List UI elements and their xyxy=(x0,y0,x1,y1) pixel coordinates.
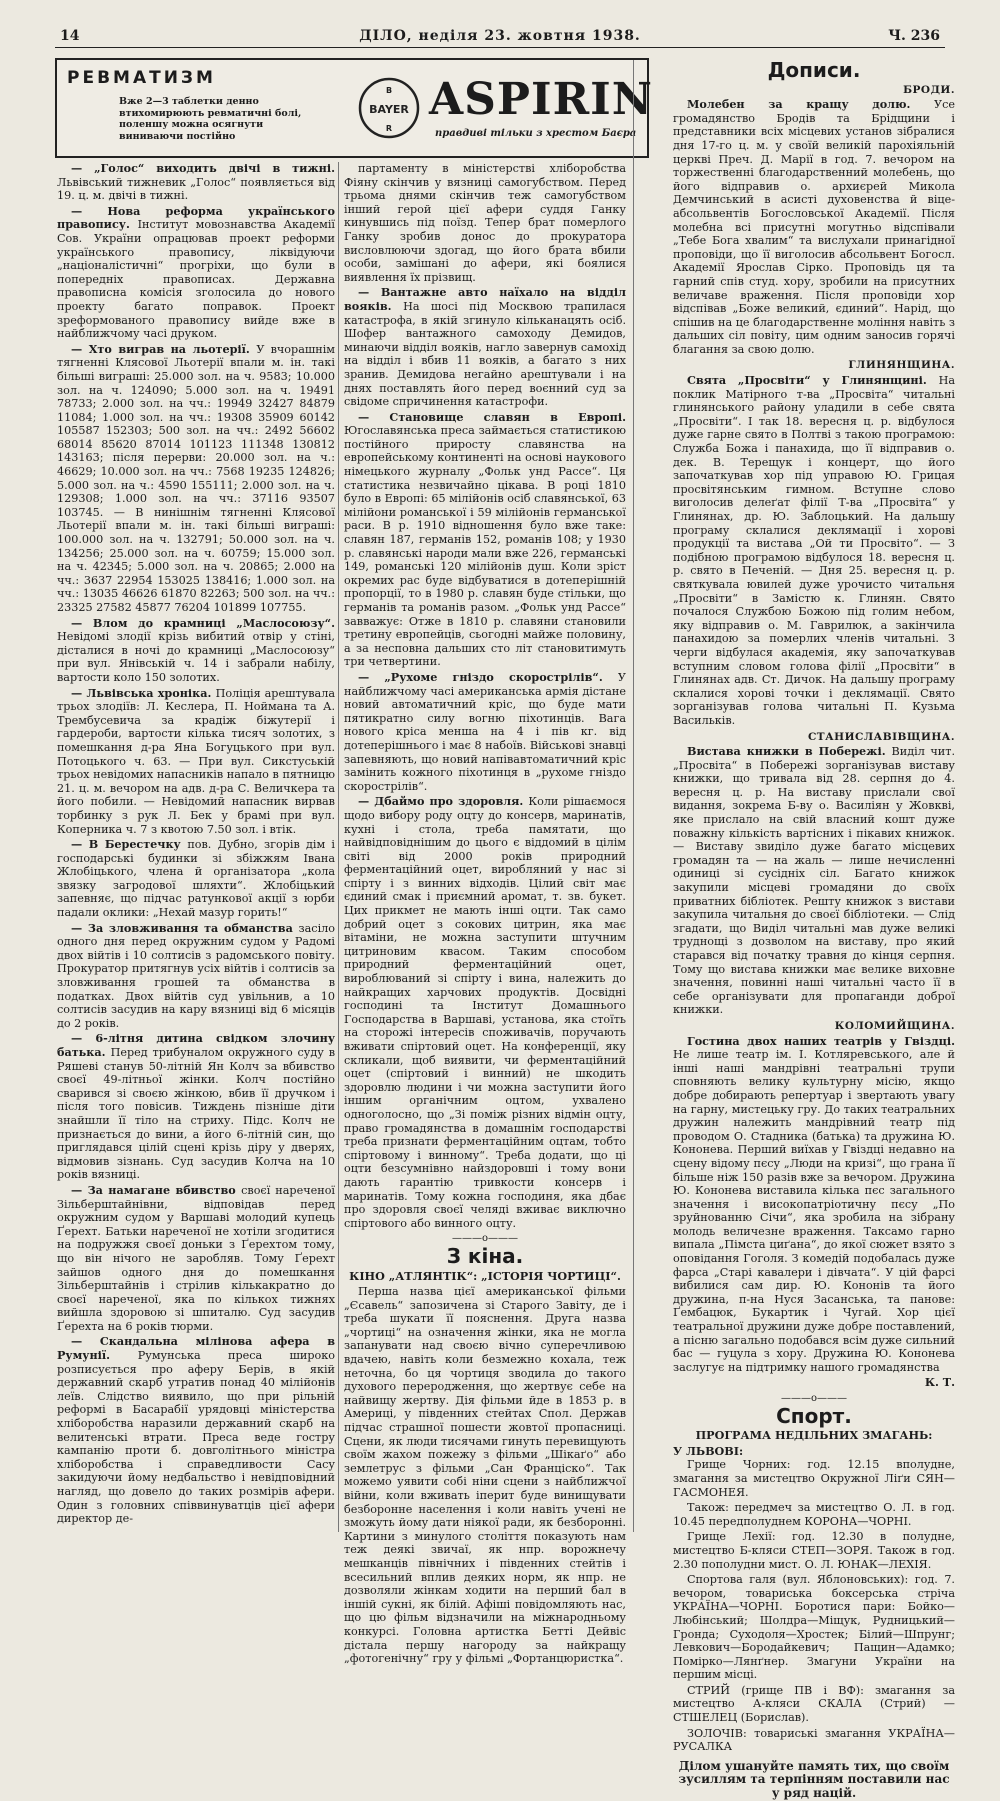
news-headline: — „Голос“ виходить двічі в тижні. xyxy=(71,161,335,175)
news-item xyxy=(57,922,335,1031)
news-headline: — Вантажне авто наїхало на відділ вояків. xyxy=(344,285,626,313)
news-text: У найближчому часі американська армія дістане новий автоматичний кріс, що буде мати пятикратно силу вогню піхотинців. Вага нового кріса менша на 4 і пів кг. від дотеперішнього і має 8 набоїв. Військові знавці запевняють, що новий напівавтоматичний кріс замінить кожного піхотинця в „рухоме гніздо скорострілів“. xyxy=(344,670,626,793)
svg-text:B: B xyxy=(385,86,393,95)
sport-program-title: ПРОГРАМА НЕДІЛЬНИХ ЗМАГАНЬ: xyxy=(695,1428,933,1443)
ad-brand: ASPIRIN xyxy=(429,74,653,125)
news-item xyxy=(57,1335,335,1525)
correspondence-text: На поклик Матірного т-ва „Просвіта“ читальні глинянського району уладили в себе свята „Просвіти“. І так 18. вересня ц. р. відбулося дуже гарне свято в Полтві з такою програмою: Служба Божа і панахида, що її відправив о. дек. В. Терещук і концерт, що його започаткував хор під управою Ю. Грицая просвітянським гимном. Вступне слово виголосив делеґат філії Т-ва „Просвіта“ у Глинянах, др. Ю. Заблоцький. На дальшу програму склалися деклямації і хорові продукції та вистава „Ой ти Просвіто“. — З подібною програмою відбулося 18. вересня ц. р. свято в Печеній. — Дня 25. вересня ц. р. святкувала ювилей дуже урочисто читальня „Просвіти“ в Замістю к. Глинян. Свято почалося Службою Божою під голим небом, яку відправив о. М. Гаврилюк, а закінчила панахидою за померлих членів читальні. З черги відбулася академія, яку започаткував вступним словом голова філії „Просвіти“ в Глинянах адв. Ст. Дичок. На дальшу програму склалися хорові точки і деклямації. Свято зорганізував голова читальні П. Кузьма Васильків. xyxy=(673,374,955,727)
correspondence-headline: Гостина двох наших театрів у Гвіздці. xyxy=(687,1033,955,1048)
news-item xyxy=(57,162,335,203)
sport-lines xyxy=(673,1458,955,1753)
news-headline: — За зловживання та обманства xyxy=(71,920,299,935)
news-item xyxy=(344,286,626,408)
kino-review: Перша назва цієї американської фільми „Єсавель“ запозичена зі Старого Завіту, де і треба шукати її пояснення. Друга назва „чортиці“ на означення жінки, яка не могла запанувати над своєю вічно суперечливою вдачею, навіть коли безмежно кохала, теж неточна, бо ця чортиця зводила до такого духового переродження, що жертвує себе на найвищу жертву. Дія фільми йде в 1853 р. в Америці, у південних стейтах Спол. Держав підчас страшної пошести жовтої пропасниці. Сцени, як люди тисячами гинуть перевищують своїм жахом пожежу з фільми „Шікаґо“ або землетрус з фільми „Сан Франціско“. Так можемо уявити собі ніни сцени з найближчої війни, коли вживать іперит буде винищувати безборонне населення і коли навіть учені не зможуть йому дати ніякої ради, як безборонні. Картини з минулого століття показують нам теж деякі звичаї, як нпр. ворожнечу мешканців північних і південних стейтів і всесильний вплив деяких норм, як нпр. не дозволяли жінкам ходити на перший бал в іншій сукні, як білій. Афіші повідомляють нас, що цю фільм відзначили на міжнародньому конкурсі. Головна артистка Бетті Дейвіс дістала першу нагороду за найкращу „фотогенічну“ гру у фільмі „Фортанцюристка“. xyxy=(344,1285,626,1666)
news-text: Коли рішаємося щодо вибору роду оцту до консерв, маринатів, кухні і стола, треба памятати, що найвідповіднішим до цього є віддомий в цілім світі від 2000 років природний ферментаційний оцет, виробляний у нас зі спірту і з винних відходів. Цілий світ має єдиний смак і приємний аромат, т. зв. букет. Цих прикмет не мають інші оцти. Так само добрий оцет з сокових цитрин, яка має вітаміни, не можна заступити штучним цитриновим квасом. Таким способом природний ферментаційний оцет, вироблюваний зі спірту і вина, належить до найкращих харчових продуктів. Досвідні господині та Інститут Домашнього Господарства в Варшаві, установа, яка стоїть на сторожі інтересів споживачів, поручають вживати спіртовий оцет. На конференції, яку скликали, щоб виявити, чи ферментаційний оцет (спіртовий і винний) не шкодить здоровлю людини і чи можна заступити його іншим органічним оцтом, ухвалено одноголосно, що „Зі поміж різних відмін оцту, право громадянства в домашнім господарстві треба признати ферментаційним оцтам, тобто спіртовому і винному“. Треба додати, що ці оцти безсумнівно найздоровші і тому вони дають гарантію тривкости консерв і маринатів. Тому кожна господиня, яка дбає про здоровля своєї челяді вживає виключно спіртового або винного оцту. xyxy=(344,795,626,1230)
place-heading: БРОДИ. xyxy=(903,83,955,96)
ad-title: РЕВМАТИЗМ xyxy=(67,68,216,88)
news-headline: — Хто виграв на льотерії. xyxy=(71,341,257,356)
correspondence-item xyxy=(673,98,955,356)
svg-text:BAYER: BAYER xyxy=(369,103,409,116)
news-item xyxy=(344,411,626,669)
header-rule xyxy=(55,47,945,48)
sport-line: Спортова галя (вул. Яблоновських): год. 7. вечором, товариська боксерська стріча УКРАЇНА—ЧОРНІ. Боротися пари: Бойко—Любінський; Шолдра—Міщук, Рудницький—Гронда; Суходоля—Хростек; Білий—Шпрунг; Левкович—Бородайкевич; Пащин—Адамко; Помірко—Лянґнер. Змагуни України на першим місці. xyxy=(673,1573,955,1682)
news-headline: — Влом до крамниці „Маслосоюзу“. xyxy=(71,615,335,630)
column-divider xyxy=(633,60,634,1532)
kino-title: КІНО „АТЛЯНТІК“: „ІСТОРІЯ ЧОРТИЦІ“. xyxy=(349,1268,621,1283)
news-item xyxy=(57,205,335,341)
column-2-news xyxy=(344,162,626,1230)
news-item xyxy=(344,162,626,284)
news-text: пов. Дубно, згорів дім і господарські будинки зі збіжжям Івана Жлобіцького, члена й організатора „кола звязку загродової шляхти“. Жлобіцький запевняє, що підчас ратункової акції з юрби падали оклики: „Нехай мазур горить!“ xyxy=(57,838,335,920)
correspondence-text: Не лише театр ім. І. Котляревського, але й інші наші мандрівні театральні трупи сповняють велику культурну місію, якщо добре добирають репертуар і звертають увагу на гарну, мистецьку гру. До таких театральних дружин належить мандрівний театр під проводом О. Стадника (батька) та дружина Ю. Кононева. Перший виїхав у Гвіздці недавно на сцену відому пєсу „Люди на кризі“, що грана її більше ніж 150 разів вже за вечором. Дружина Ю. Кононева виставила кілька пєс загального значення і високопатріотичну пєсу „По зруйнованню Січи“, яка зробила на зібрану молодь величезне враження. Таксамо гарно випала „Пімста циґана“, до якої сюжет взято з оповідання Гоголя. З комедій подобалась дуже фарса „Старі кавалери і дівчата“. У цій фарсі вибилися сам дир. Ю. Кононів та його дружина, п-на Нуся Засанська, та панове: Ґембацюк, Букартик і Чугай. Хор цієї театральної дружини дуже добре поставлений, а пісню загально подобався всім дуже сильний бас — гуцула з хору. Дружина Ю. Кононева заслугує на підтримку нашого громадянства xyxy=(673,1048,955,1374)
correspondence-headline: Свята „Просвіти“ у Глинянщині. xyxy=(687,373,939,388)
ad-tagline: правдиві тільки з хрестом Баєра xyxy=(435,128,637,139)
news-headline: — Львівська хроніка. xyxy=(71,685,216,700)
correspondence-item xyxy=(673,1035,955,1375)
news-text: Перед трибуналом окружного суду в Ряшеві станув 50-літній Ян Колч за вбивство своєї 49-літньої жінки. Колч постійно сварився зі своєю жінкою, вбив її дручком і після того повісив. Тиждень пізніше діти знайшли її тіло на стриху. Підс. Колч не признається до вини, а його 6-літній син, що приглядався цілій сцені крізь діру у дверях, відмовив зізнань. Суд засудив Колча на 10 років вязниці. xyxy=(57,1046,335,1182)
sport-line: Також: передмеч за мистецтво О. Л. в год. 10.45 передполуднем КОРОНА—ЧОРНІ. xyxy=(673,1501,955,1528)
news-item xyxy=(57,343,335,615)
column-divider xyxy=(338,162,339,1532)
ad-body: Вже 2—3 таблетки денно втихомирюють ревматичні болі, поленшу можна осягнути виниваючи постійно xyxy=(119,96,302,142)
correspondence-list xyxy=(673,84,955,1390)
news-item xyxy=(57,1032,335,1182)
news-text: Львівський тижневик „Голос“ появляється від 19. ц. м. двічі в тижні. xyxy=(57,175,335,203)
section-divider: ———o——— xyxy=(451,1233,519,1245)
sport-line: Грище Чорних: год. 12.15 вполудне, змагання за мистецтво Окружної Ліґи СЯН—ГАСМОНЕЯ. xyxy=(673,1458,955,1499)
news-text: партаменту в міністерстві хліборобства Фіяну скінчив у вязниці самогубством. Перед трьома днями скінчив теж самогубством інший герой цієї афери суддя Ганку кинувшись під поїзд. Тепер брат померлого Ганку зробив донос до прокуратора висловлюючи здогад, що його брата вбили особи, замішані до афери, які боялися виявлення їх прізвищ. xyxy=(344,162,626,284)
page-header xyxy=(55,28,945,48)
news-item xyxy=(57,687,335,837)
news-headline: — 6-літня дитина свідком злочину батька. xyxy=(57,1031,335,1059)
dopysy-heading: Дописи. xyxy=(767,58,861,82)
correspondence-item xyxy=(673,745,955,1017)
news-headline: — Становище славян в Европі. xyxy=(358,409,626,424)
news-text: У вчорашнім тягненні Клясової Льотерії впали м. ін. такі більші виграшi: 25.000 зол. на ч. 9583; 10.000 зол. на ч. 124090; 5.000 зол. на ч. 19491 78733; 2.000 зол. на чч.: 19949 32427 84879 11084; 1.000 зол. на чч.: 19308 35909 60142 105587 152303; 500 зол. на чч.: 2492 56602 68014 85620 87014 101123 111348 130812 143163; після перерви: 20.000 зол. на ч.: 46629; 10.000 зол. на чч.: 7568 19235 124826; 5.000 зол. на ч.: 4590 155111; 2.000 зол. на ч. 129308; 1.000 зол. на чч.: 37116 93507 103745. — В нинішнім тягненні Клясової Льотерії впали м. ін. такі більші виграшi: 100.000 зол. на ч. 132791; 50.000 зол. на ч. 134256; 25.000 зол. на ч. 60759; 15.000 зол. на ч. 42345; 5.000 зол. на ч. 20865; 2.000 на чч.: 3637 22954 153025 138416; 1.000 зол. на чч.: 13035 46626 61870 82263; 500 зол. на чч.: 23325 27582 45877 76204 101899 107755. xyxy=(57,342,336,614)
page-number: 14 xyxy=(60,28,80,44)
signature: К. Т. xyxy=(924,1375,955,1390)
news-headline: — Дбаймо про здоровля. xyxy=(358,794,529,809)
news-item xyxy=(57,617,335,685)
correspondence-text: Усе громадянство Бродів та Брідщини і представники всіх місцевих установ зібралися дня 17-го ц. м. у своїй великій парохіяльній церкві Преч. Д. Марії в год. 7. вечором на торжественні благодарственний молебень, що його відправив о. архиєрей Микола Демчинський в асисті духовенства й віце-абсольвентів Богословської Академії. Після молебна всі присутні могутньо відспівали „Тебе Бога хвалим“ та вислухали принагідної проповіди, що її виголосив абсольвент Богосл. Академії Ярослав Сірко. Проповідь ця та гарний спів студ. хору, зробили на присутних величаве враження. Після проповіди хор відспівав „Боже великий, єдиний“. Нарід, що спішив на це благодарственне моління навіть з дальших сіл повіту, цим одним заносив горячі благання за свою долю. xyxy=(673,98,955,356)
place-heading: ГЛИНЯНЩИНА. xyxy=(848,359,955,372)
news-item xyxy=(344,795,626,1230)
correspondence-item xyxy=(673,374,955,727)
sport-line: Грище Лехії: год. 12.30 в полудне, мистецтво Б-кляси СТЕП—ЗОРЯ. Також в год. 2.30 пополудни мист. О. Л. ЮНАК—ЛЕХІЯ. xyxy=(673,1530,955,1571)
news-headline: — Нова реформа українського правопису. xyxy=(57,203,335,232)
news-text: Невідомі злодії крізь вибитий отвір у стіні, дісталися в ночі до крамниці „Маслосоюзу“ при вул. Янівській ч. 14 і забрали набілу, вартости коло 150 золотих. xyxy=(57,630,335,684)
column-3 xyxy=(673,58,955,1801)
correspondence-headline: Вистава книжки в Побережі. xyxy=(687,744,892,759)
news-text: засіло одного дня перед окружним судом у Радомі двох війтів і 10 солтисів з радомського повіту. Прокуратор притягнув усіх війтів і солтисів за зловживання грошей та обманства в податках. Двох війтів суд увільнив, а 10 солтисів засудив на кару вязниці від 6 місяців до 2 років. xyxy=(57,921,335,1030)
correspondence-headline: Молебен за кращу долю. xyxy=(687,97,935,112)
news-text: Югославянська преса займається статистикою постійного приросту славянства на европейському континенті на основі наукового німецького журналу „Фольк унд Рассе“. Ця статистика незвичайно цікава. В році 1810 було в Европі: 65 мілійонів осіб славянської, 63 мілійони романської і 59 мілійонів германської раси. В р. 1910 відношення було вже таке: славян 187, германів 152, романів 108; у 1930 р. славянські народи мали вже 226, германські 149, романські 120 мілійонів душ. Коли зріст окремих рас буде відбуватися в дотеперішній пропорції, то в 1980 р. славян буде стільки, що германів та романів разом. „Фольк унд Рассе“ завважує: Отже в 1810 р. славяни становили третину европейців, сьогодні майже половину, а за несповна дальших сто літ становитимуть три четвертини. xyxy=(344,424,626,669)
news-headline: — Скандальна мілінова афера в Румунії. xyxy=(57,1334,335,1363)
news-item xyxy=(344,671,626,793)
masthead: ДІЛО, неділя 23. жовтня 1938. xyxy=(359,28,641,44)
news-headline: — За намагане вбивство xyxy=(71,1182,242,1197)
sport-city: У ЛЬВОВІ: xyxy=(673,1443,744,1458)
news-text: Інститут мовознавства Академії Сов. України опрацював проект реформи українського правопису, ліквідуючи „націоналістичні“ прогріхи, що були в попередніх правописах. Державна правописна комісія зголосила до нового проекту багато поправок. Проект зреформованого правопису вийде вже в найближчому часі друком. xyxy=(57,218,335,341)
correspondence-text: Виділ чит. „Просвіта“ в Побережі зорганізував виставу книжки, що тривала від 28. серпня до 4. вересня ц. р. На виставу прислали свої видання, зокрема Б-ву о. Василіян у Жовкві, яке прислало на свій власний кошт дуже поважну кількість вартісних і пікавих книжок. — Виставу звиділо дуже багато місцевих громадян та — на жаль — лише нечисленні одиниці зі сусідніх сіл. Багато книжок закупили місцеві громадяни до своїх приватних бібліотек. Решту книжок з вистави закупила читальня до своєї бібліотеки. — Слід згадати, що Виділ читальні мав дуже великі труднощі з дозволом на виставу, про який старався від початку травня до кінця серпня. Тому що вистава книжки має велике виховне значення, повинні наші читальні часто її в себе організувати для пропаганди доброї книжки. xyxy=(673,745,955,1017)
news-text: На шосі під Москвою трапилася катастрофа, в якій згинуло кільканацять осіб. Шофер вантажного самоходу Демидов, минаючи відділ вояків, нагло завернув самохід на відділ і вбив 11 вояків, а багато з них зранив. Демидова негайно арештували і на днях поставлять його перед воєнний суд за свідоме спричинення катастрофи. xyxy=(344,299,626,409)
column-1 xyxy=(57,162,335,1532)
footer-slogan: Ділом ушануйте память тих, що своїм зусиллям та терпінням поставили нас у ряд націй. xyxy=(678,1758,950,1801)
issue-number: Ч. 236 xyxy=(888,28,940,44)
column-2 xyxy=(344,162,626,1666)
news-item xyxy=(57,838,335,920)
aspirin-advertisement xyxy=(55,58,653,158)
sport-heading: Спорт. xyxy=(776,1403,852,1428)
news-item xyxy=(57,1184,335,1334)
place-heading: КОЛОМИЙЩИНА. xyxy=(834,1019,955,1032)
news-text: Румунська преса широко розписується про аферу Берів, в якій державний скарб утратив понад 40 мілійонів леїв. Слідство виявило, що при рільній реформі в Басарабії урядовці міністерства хліборобства наразили державний скарб на велитенські втрати. Преса веде гостру кампанію проти б. довголітнього міністра хліборобства і справедливости Сасу закидуючи йому недбальство і невідповідний нагляд, що довело до таких розмірів афери. Один з головних співвинуватців цієї афери директор де- xyxy=(57,1349,336,1526)
section-divider: ———o——— xyxy=(780,1393,848,1404)
news-text: Поліція арештувала трьох злодіїв: Л. Кеслера, П. Ноймана та А. Трембусевича за крадіж біжутерії і гардероби, вартости кілька тисяч золотих, з помешкання д-ра Яна Богуцького при вул. Потоцького ч. 63. — При вул. Сикстуській трьох невідомих напасників напало в пятницю 21. ц. м. вечором на адв. д-ра С. Величкера та його побили. — Невідомий напасник вирвав торбинку з рук Л. Бек у брамі при вул. Коперника ч. 7 з квотою 7.50 зол. і втік. xyxy=(57,686,335,836)
news-text: своєї нареченої Зільберштайнівни, відповідав перед окружним судом у Варшаві молодий купець Ґерехт. Батьки нареченої не хотіли згодитися на подружжя своєї доньки з Ґерехтом тому, що він нічого не заробляв. Тому Ґерехт зайшов одного дня до помешкання Зільберштайнів і стрілив кількакратно до своєї нареченої, яка по кількох тижнях вийшла здоровою зі шпиталю. Суд засудив Ґерехта на 6 років тюрми. xyxy=(57,1183,336,1333)
svg-text:R: R xyxy=(385,124,393,133)
sport-line: ЗОЛОЧІВ: товариські змагання УКРАЇНА—РУСАЛКА xyxy=(673,1726,955,1754)
sport-line: СТРИЙ (грище ПВ і ВФ): змагання за мистецтво А-кляси СКАЛА (Стрий) — СТШЕЛЕЦ (Борислав). xyxy=(673,1683,955,1725)
bayer-cross-icon xyxy=(357,76,421,140)
kino-heading: З кіна. xyxy=(446,1243,524,1268)
news-headline: — В Берестечку xyxy=(71,837,188,852)
place-heading: СТАНИСЛАВІВЩИНА. xyxy=(807,730,955,743)
news-headline: — „Рухоме гніздо скорострілів“. xyxy=(358,669,618,684)
